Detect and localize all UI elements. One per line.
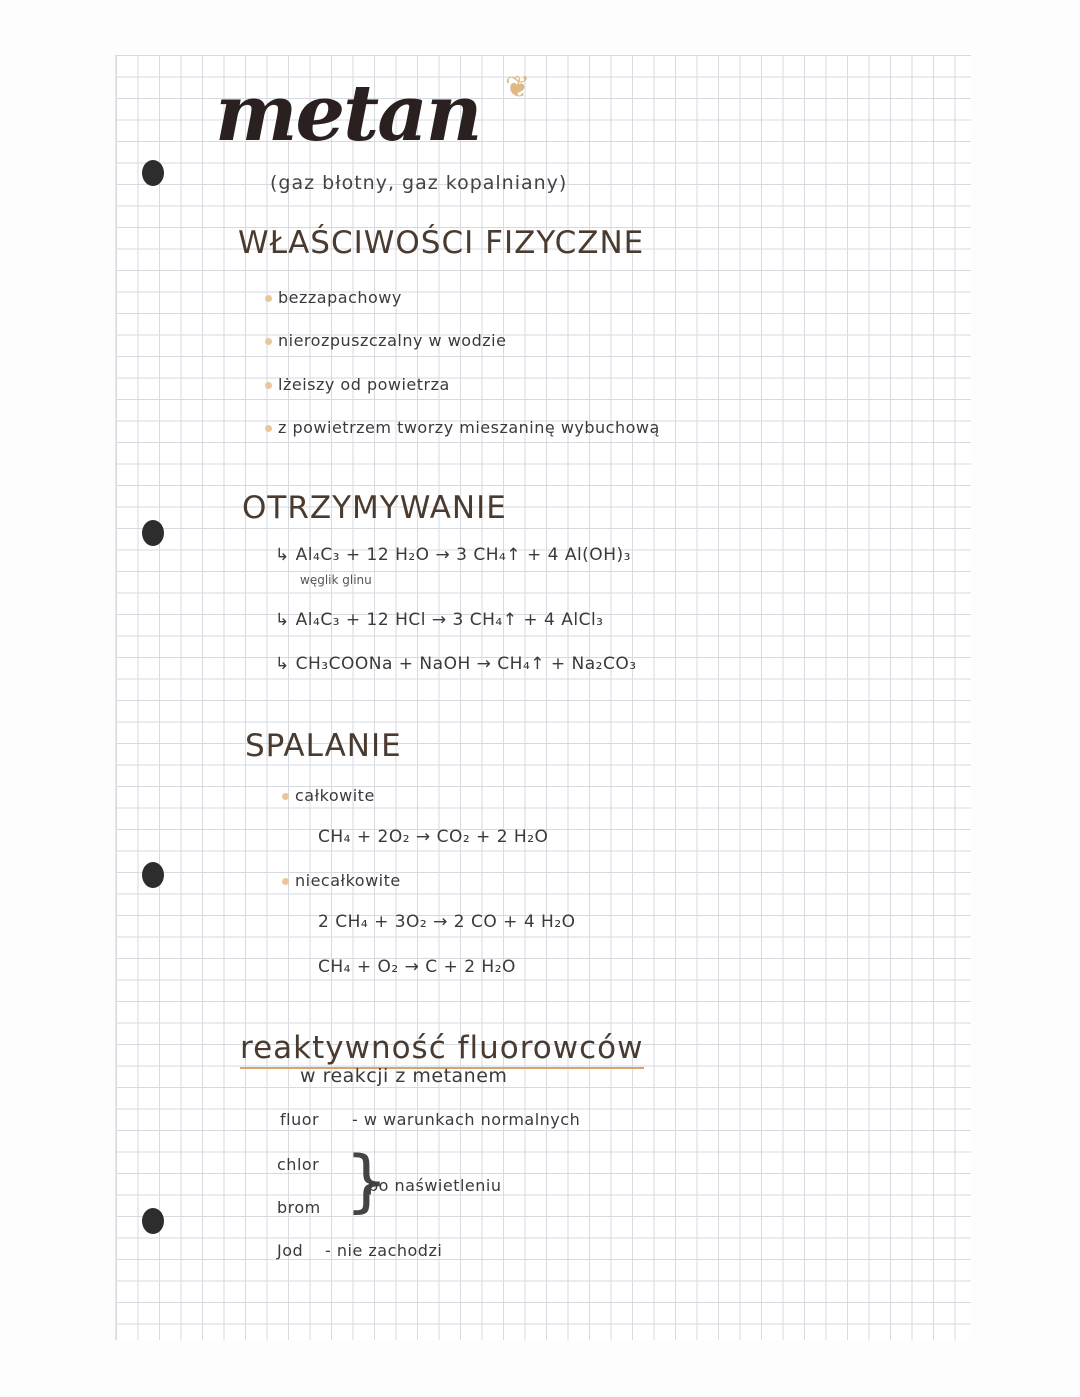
halogen-label: chlor — [277, 1155, 320, 1174]
bullet-icon — [282, 793, 289, 800]
equation-note: węglik glinu — [300, 573, 372, 587]
equation: ↳ Al₄C₃ + 12 HCl → 3 CH₄↑ + 4 AlCl₃ — [275, 610, 604, 630]
halogen-label: fluor — [280, 1110, 320, 1129]
section-heading-combustion: SPALANIE — [245, 728, 402, 764]
page-title: metan — [215, 68, 481, 159]
bullet-icon — [265, 295, 272, 302]
equation: CH₄ + 2O₂ → CO₂ + 2 H₂O — [318, 827, 549, 847]
bullet-icon — [265, 338, 272, 345]
list-item: całkowite — [282, 786, 375, 805]
bullet-icon — [282, 878, 289, 885]
list-item: bezzapachowy — [265, 288, 402, 307]
equation: ↳ CH₃COONa + NaOH → CH₄↑ + Na₂CO₃ — [275, 654, 637, 674]
list-item: z powietrzem tworzy mieszaninę wybuchową — [265, 418, 660, 437]
flower-sprig-icon: ❦ — [505, 70, 531, 105]
halogen-label: brom — [277, 1198, 321, 1217]
bullet-icon — [265, 425, 272, 432]
page-subtitle: (gaz błotny, gaz kopalniany) — [270, 172, 568, 194]
binder-hole — [142, 862, 164, 888]
brace-icon: } — [345, 1142, 389, 1221]
section-subheading: w reakcji z metanem — [300, 1065, 508, 1087]
section-heading-reactivity: reaktywność fluorowców — [240, 1030, 644, 1066]
equation: ↳ Al₄C₃ + 12 H₂O → 3 CH₄↑ + 4 Al(OH)₃ — [275, 545, 631, 565]
list-item: niecałkowite — [282, 871, 401, 890]
halogen-label: Jod — [277, 1241, 304, 1260]
equation: CH₄ + O₂ → C + 2 H₂O — [318, 957, 516, 977]
section-heading-obtaining: OTRZYMYWANIE — [242, 490, 507, 526]
list-item: nierozpuszczalny w wodzie — [265, 331, 506, 350]
reaction-condition: po naświetleniu — [368, 1176, 502, 1195]
equation: 2 CH₄ + 3O₂ → 2 CO + 4 H₂O — [318, 912, 576, 932]
reaction-condition: - nie zachodzi — [325, 1241, 443, 1260]
binder-hole — [142, 1208, 164, 1234]
binder-hole — [142, 160, 164, 186]
binder-hole — [142, 520, 164, 546]
list-item: lżeiszy od powietrza — [265, 375, 450, 394]
section-heading-physical: WŁAŚCIWOŚCI FIZYCZNE — [238, 225, 645, 261]
bullet-icon — [265, 382, 272, 389]
reaction-condition: - w warunkach normalnych — [352, 1110, 581, 1129]
